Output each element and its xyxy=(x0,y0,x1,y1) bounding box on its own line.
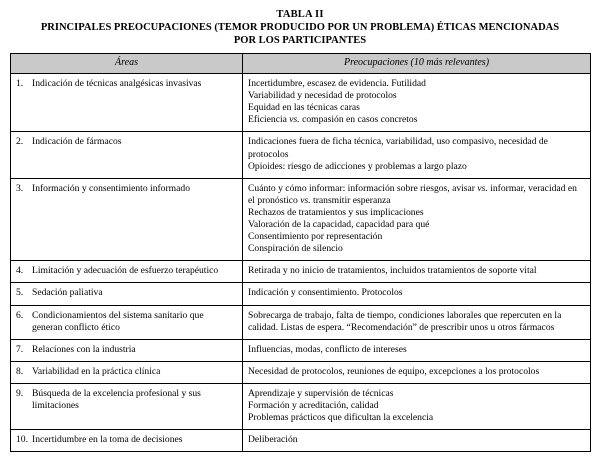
area-label: Sedación paliativa xyxy=(32,287,103,299)
row-number: 1. xyxy=(16,78,24,90)
row-number: 10. xyxy=(16,434,28,446)
row-number: 2. xyxy=(16,136,24,148)
area-cell xyxy=(11,132,243,178)
area-cell xyxy=(11,283,243,305)
concerns-cell xyxy=(243,178,591,261)
row-number: 9. xyxy=(16,387,24,399)
area-label: Búsqueda de la excelencia profesional y sus limitaciones xyxy=(32,387,201,411)
concern-item: Equidad en las técnicas caras xyxy=(248,102,360,114)
area-label: Variabilidad en la práctica clínica xyxy=(32,365,161,377)
area-cell xyxy=(11,383,243,429)
concerns-cell xyxy=(243,383,591,429)
concern-item: Influencias, modas, conflicto de intereses xyxy=(248,343,407,355)
concern-item: Retirada y no inicio de tratamientos, incluidos tratamientos de soporte vital xyxy=(248,265,537,277)
row-number: 7. xyxy=(16,343,24,355)
area-label: Limitación y adecuación de esfuerzo terapéutico xyxy=(32,265,219,277)
area-cell xyxy=(11,74,243,132)
table-row xyxy=(11,74,591,132)
area-label: Condicionamientos del sistema sanitario que generan conflicto ético xyxy=(32,309,204,333)
row-number: 5. xyxy=(16,287,24,299)
concerns-cell xyxy=(243,132,591,178)
area-cell xyxy=(11,261,243,283)
table-row xyxy=(11,361,591,383)
concerns-table xyxy=(10,53,591,452)
area-label: Relaciones con la industria xyxy=(32,343,136,355)
table-row xyxy=(11,283,591,305)
area-cell xyxy=(11,430,243,452)
concern-item: Conspiración de silencio xyxy=(248,243,343,255)
table-row xyxy=(11,383,591,429)
area-cell xyxy=(11,305,243,339)
concern-item: Eficiencia vs. compasión en casos concretos xyxy=(248,114,418,126)
concern-item: Valoración de la capacidad, capacidad para qué xyxy=(248,219,430,231)
table-head xyxy=(11,54,591,74)
concerns-cell xyxy=(243,283,591,305)
column-header-areas: Áreas xyxy=(11,54,243,74)
table-caption-line-2: POR LOS PARTICIPANTES xyxy=(233,35,367,46)
area-label: Indicación de fármacos xyxy=(32,136,122,148)
concern-item: Indicación y consentimiento. Protocolos xyxy=(248,287,403,299)
column-header-concerns: Preocupaciones (10 más relevantes) xyxy=(243,54,591,74)
concerns-cell xyxy=(243,361,591,383)
area-cell xyxy=(11,178,243,261)
area-label: Indicación de técnicas analgésicas invasivas xyxy=(32,78,202,90)
concern-item: Incertidumbre, escasez de evidencia. Futilidad xyxy=(248,78,426,90)
table-row xyxy=(11,261,591,283)
concern-item: Problemas prácticos que dificultan la excelencia xyxy=(248,412,434,424)
concern-item: Formación y acreditación, calidad xyxy=(248,399,379,411)
concern-item: Deliberación xyxy=(248,434,298,446)
table-row xyxy=(11,178,591,261)
concern-item: Consentimiento por representación xyxy=(248,231,383,243)
area-cell xyxy=(11,361,243,383)
concerns-cell xyxy=(243,339,591,361)
concern-item: Indicaciones fuera de ficha técnica, variabilidad, uso compasivo, necesidad de protocolos xyxy=(248,136,548,160)
concerns-cell xyxy=(243,305,591,339)
concern-item: Aprendizaje y supervisión de técnicas xyxy=(248,387,394,399)
table-header-row xyxy=(11,54,591,74)
table-row xyxy=(11,132,591,178)
concerns-cell xyxy=(243,261,591,283)
table-row xyxy=(11,305,591,339)
row-number: 4. xyxy=(16,265,24,277)
table-row xyxy=(11,339,591,361)
concern-item: Variabilidad y necesidad de protocolos xyxy=(248,90,397,102)
table-number-label: TABLA II xyxy=(276,9,324,20)
concern-item: Cuánto y cómo informar: información sobre riesgos, avisar vs. informar, veracidad en el pronóstico vs. transmitir esperanza xyxy=(248,182,577,206)
row-number: 6. xyxy=(16,309,24,321)
table-title-block xyxy=(10,8,590,47)
table-body xyxy=(11,74,591,452)
area-label: Información y consentimiento informado xyxy=(32,182,190,194)
concerns-cell xyxy=(243,74,591,132)
row-number: 8. xyxy=(16,365,24,377)
concern-item: Rechazos de tratamientos y sus implicaciones xyxy=(248,206,424,218)
area-cell xyxy=(11,339,243,361)
concerns-cell xyxy=(243,430,591,452)
row-number: 3. xyxy=(16,182,24,194)
concern-item: Sobrecarga de trabajo, falta de tiempo, condiciones laborales que repercuten en la calidad. Listas de espera. “Recomendación” de prescribir unos u otros fármacos xyxy=(248,309,562,333)
table-caption-line-1: PRINCIPALES PREOCUPACIONES (TEMOR PRODUCIDO POR UN PROBLEMA) ÉTICAS MENCIONADAS xyxy=(40,22,560,33)
concern-item: Opioides: riesgo de adicciones y problemas a largo plazo xyxy=(248,160,467,172)
area-label: Incertidumbre en la toma de decisiones xyxy=(32,434,183,446)
table-row xyxy=(11,430,591,452)
concern-item: Necesidad de protocolos, reuniones de equipo, excepciones a los protocolos xyxy=(248,365,540,377)
